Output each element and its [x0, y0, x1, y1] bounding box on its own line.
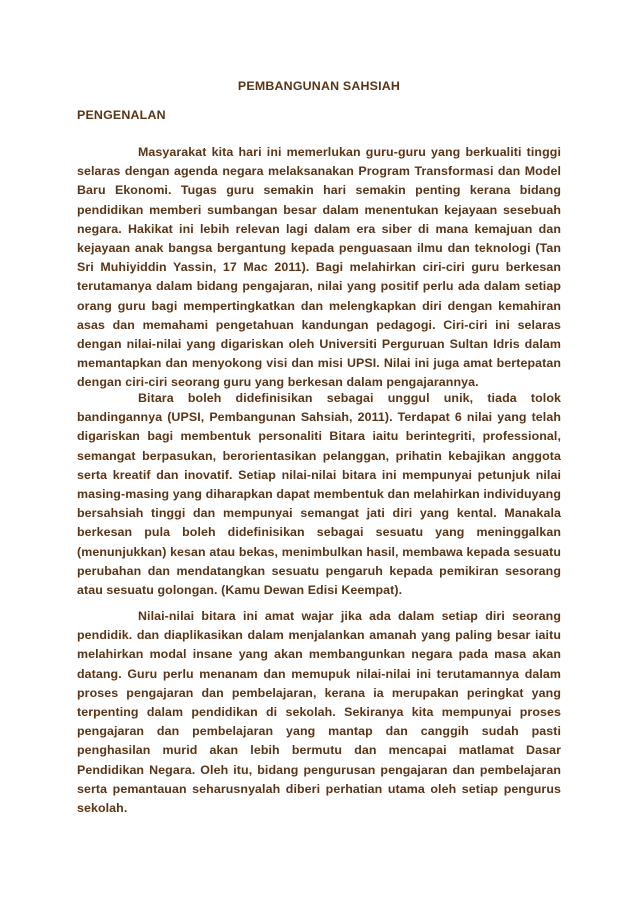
section-heading: PENGENALAN [77, 108, 166, 122]
document-title: PEMBANGUNAN SAHSIAH [237, 79, 401, 93]
paragraph-2: Bitara boleh didefinisikan sebagai unggul unik, tiada tolok bandingannya (UPSI, Pembangunan Sahsiah, 2011). Terdapat 6 nilai yang telah digariskan bagi membentuk personaliti Bitara iaitu berintegriti, professional, semangat berpasukan, berorientasikan pelanggan, prihatin kebajikan anggota serta kreatif dan inovatif. Setiap nilai-nilai bitara ini mempunyai petunjuk nilai masing-masing yang diharapkan dapat membentuk dan melahirkan individuyang bersahsiah tinggi dan mempunyai semangat jati diri yang kental. Manakala berkesan pula boleh didefinisikan sebagai sesuatu yang meninggalkan (menunjukkan) kesan atau bekas, menimbulkan hasil, membawa kepada sesuatu perubahan dan mendatangkan sesuatu pengaruh kepada pemikiran sesorang atau sesuatu golongan. (Kamu Dewan Edisi Keempat). [77, 391, 561, 598]
paragraph-3: Nilai-nilai bitara ini amat wajar jika ada dalam setiap diri seorang pendidik. dan diaplikasikan dalam menjalankan amanah yang paling besar iaitu melahirkan modal insane yang akan membangunkan negara pada masa akan datang. Guru perlu menanam dan memupuk nilai-nilai ini terutamannya dalam proses pengajaran dan pembelajaran, kerana ia merupakan peringkat yang terpenting dalam pendidikan di sekolah. Sekiranya kita mempunyai proses pengajaran dan pembelajaran yang mantap dan canggih sudah pasti penghasilan murid akan lebih bermutu dan mencapai matlamat Dasar Pendidikan Negara. Oleh itu, bidang pengurusan pengajaran dan pembelajaran serta pemantauan seharusnyalah diberi perhatian utama oleh setiap pengurus sekolah. [77, 609, 561, 816]
paragraph-1: Masyarakat kita hari ini memerlukan guru-guru yang berkualiti tinggi selaras dengan agenda negara melaksanakan Program Transformasi dan Model Baru Ekonomi. Tugas guru semakin hari semakin penting kerana bidang pendidikan memberi sumbangan besar dalam menentukan kejayaan sesebuah negara. Hakikat ini lebih relevan lagi dalam era siber di mana kemajuan dan kejayaan anak bangsa bergantung kepada penguasaan ilmu dan teknologi (Tan Sri Muhiyiddin Yassin, 17 Mac 2011). Bagi melahirkan ciri-ciri guru berkesan terutamanya dalam bidang pengajaran, nilai yang positif perlu ada dalam setiap orang guru bagi mempertingkatkan dan melengkapkan diri dengan kemahiran asas dan memahami pengetahuan kandungan pedagogi. Ciri-ciri ini selaras dengan nilai-nilai yang digariskan oleh Universiti Perguruan Sultan Idris dalam memantapkan dan menyokong visi dan misi UPSI. Nilai ini juga amat bertepatan dengan ciri-ciri seorang guru yang berkesan dalam pengajarannya. [77, 145, 561, 390]
